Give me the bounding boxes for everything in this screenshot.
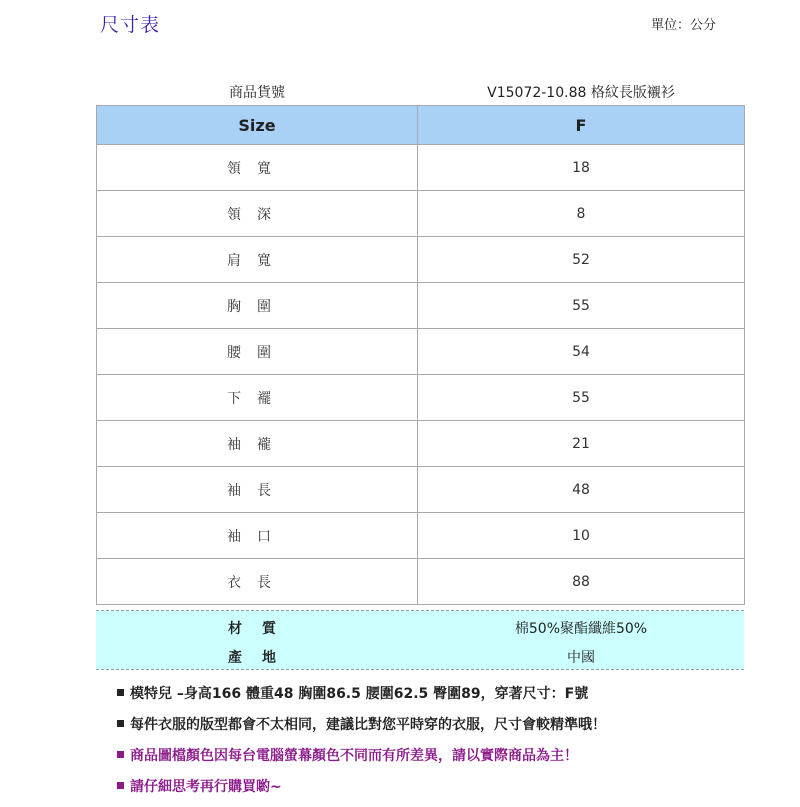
material-box [96, 610, 744, 670]
square-bullet-icon [117, 782, 124, 789]
size-f-header-cell: F [418, 106, 745, 145]
measure-label: 胸圍 [97, 283, 418, 329]
measure-value: 21 [418, 421, 745, 467]
measure-value: 18 [418, 145, 745, 191]
measure-label: 衣長 [97, 559, 418, 605]
measure-label: 領寬 [97, 145, 418, 191]
origin-label: 產地 [228, 650, 296, 666]
size-table [96, 105, 745, 605]
square-bullet-icon [117, 751, 124, 758]
square-bullet-icon [117, 720, 124, 727]
measure-label: 袖口 [97, 513, 418, 559]
table-row [97, 559, 745, 605]
product-code-label: 商品貨號 [229, 85, 285, 101]
measure-value: 10 [418, 513, 745, 559]
measure-label: 領深 [97, 191, 418, 237]
table-row [97, 467, 745, 513]
measure-label: 肩寬 [97, 237, 418, 283]
note-item [117, 776, 757, 807]
size-header-cell: Size [97, 106, 418, 145]
measure-label: 腰圍 [97, 329, 418, 375]
square-bullet-icon [117, 689, 124, 696]
table-row [97, 329, 745, 375]
measure-label: 下襬 [97, 375, 418, 421]
note-item [117, 745, 757, 776]
table-row [97, 513, 745, 559]
table-row [97, 191, 745, 237]
note-item [117, 714, 757, 745]
note-text: 請仔細思考再行購買喲~ [130, 779, 282, 795]
measure-value: 55 [418, 375, 745, 421]
material-value: 棉50%聚酯纖維50% [514, 621, 648, 637]
note-text: 每件衣服的版型都會不太相同，建議比對您平時穿的衣服，尺寸會較精準哦！ [130, 717, 606, 733]
measure-value: 48 [418, 467, 745, 513]
note-item [117, 683, 757, 714]
table-row [97, 237, 745, 283]
measure-label: 袖襱 [97, 421, 418, 467]
note-text: 模特兒 –身高166 體重48 胸圍86.5 腰圍62.5 臀圍89，穿著尺寸：F號 [130, 686, 589, 702]
table-row [97, 283, 745, 329]
measure-value: 8 [418, 191, 745, 237]
notes-list [117, 683, 757, 807]
measure-value: 52 [418, 237, 745, 283]
note-text: 商品圖檔顏色因每台電腦螢幕顏色不同而有所差異，請以實際商品為主！ [130, 748, 578, 764]
material-label: 材質 [228, 621, 296, 637]
table-row [97, 145, 745, 191]
unit-label: 單位：公分 [650, 18, 716, 33]
measure-value: 55 [418, 283, 745, 329]
product-code-value: V15072-10.88 格紋長版襯衫 [487, 85, 675, 101]
measure-label: 袖長 [97, 467, 418, 513]
origin-value: 中國 [567, 650, 595, 666]
measure-value: 54 [418, 329, 745, 375]
material-row [96, 618, 744, 640]
product-code-row [96, 80, 744, 104]
table-row [97, 421, 745, 467]
page-title: 尺寸表 [100, 14, 161, 36]
origin-row [96, 647, 744, 669]
measure-value: 88 [418, 559, 745, 605]
table-row [97, 375, 745, 421]
size-table-header-row [97, 106, 745, 145]
